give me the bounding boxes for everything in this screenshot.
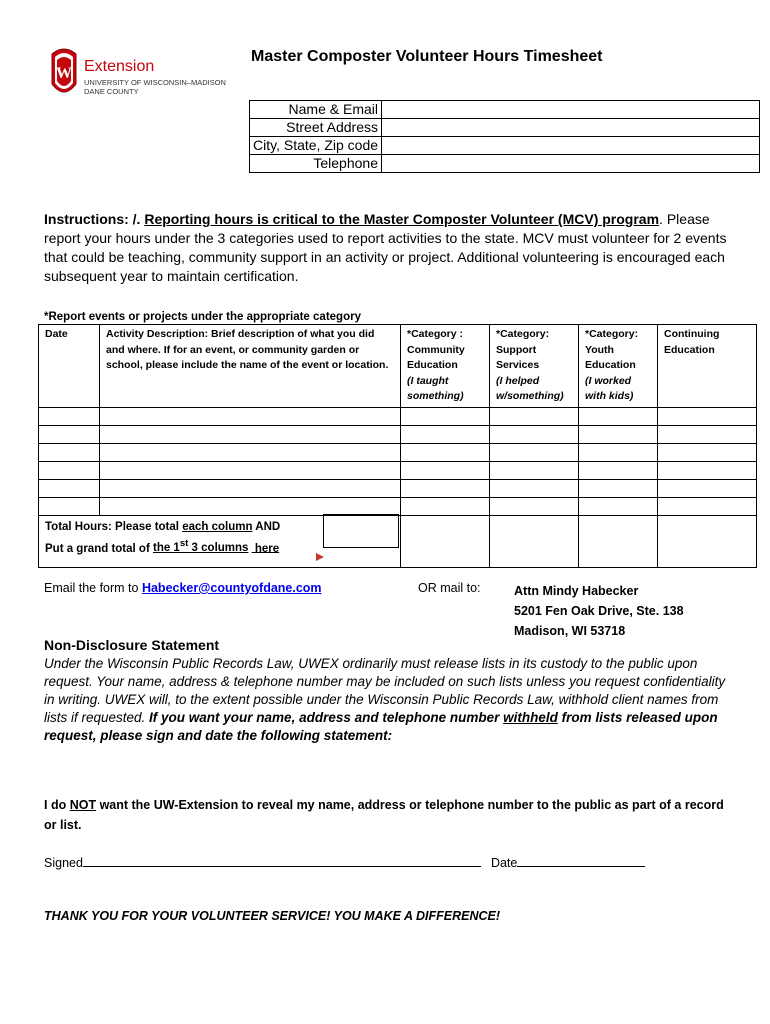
table-cell[interactable] bbox=[401, 461, 490, 479]
table-cell[interactable] bbox=[39, 461, 100, 479]
table-cell[interactable] bbox=[39, 497, 100, 515]
contact-info-table bbox=[249, 100, 760, 173]
table-cell[interactable] bbox=[39, 479, 100, 497]
header-youth-education bbox=[579, 325, 658, 408]
table-row bbox=[39, 407, 757, 425]
uw-crest-icon bbox=[48, 44, 80, 102]
table-row bbox=[39, 461, 757, 479]
field-label-telephone: Telephone bbox=[250, 155, 382, 173]
table-cell[interactable] bbox=[658, 461, 757, 479]
instructions-body: Please report your hours under the 3 categories used to report activities to the state. MCV must volunteer for 2 events that could be teaching, community support in an activity or project. Additional volunteering is encouraged each subsequent year to maintain certification. bbox=[44, 211, 727, 284]
total-line1-a: Total Hours: Please total bbox=[45, 520, 183, 533]
table-cell[interactable] bbox=[100, 443, 401, 461]
thank-you-message: THANK YOU FOR YOUR VOLUNTEER SERVICE! YOU MAKE A DIFFERENCE! bbox=[44, 909, 501, 923]
table-cell[interactable] bbox=[658, 407, 757, 425]
table-row bbox=[39, 443, 757, 461]
cat1-title: *Category : Community Education bbox=[407, 328, 465, 371]
table-cell[interactable] bbox=[579, 443, 658, 461]
cat2-note: (I helped w/something) bbox=[496, 374, 564, 402]
total-cat3-cell[interactable] bbox=[579, 515, 658, 567]
statement-a: I do bbox=[44, 798, 70, 812]
hours-table bbox=[38, 324, 757, 568]
table-cell[interactable] bbox=[401, 479, 490, 497]
instructions-lead: Instructions: /. bbox=[44, 211, 141, 227]
table-cell[interactable] bbox=[579, 407, 658, 425]
cat3-title: *Category: Youth Education bbox=[585, 328, 639, 371]
page-title: Master Composter Volunteer Hours Timesheet bbox=[251, 48, 603, 65]
address-line-1: Attn Mindy Habecker bbox=[514, 584, 639, 598]
logo-org-line: UNIVERSITY OF WISCONSIN–MADISON bbox=[84, 78, 226, 87]
total-line2-sup: st bbox=[179, 538, 189, 550]
table-cell[interactable] bbox=[100, 461, 401, 479]
svg-text:W: W bbox=[56, 65, 72, 82]
total-cont-cell[interactable] bbox=[658, 515, 757, 567]
total-line2-u3: here bbox=[251, 542, 280, 555]
table-cell[interactable] bbox=[658, 497, 757, 515]
table-cell[interactable] bbox=[401, 425, 490, 443]
table-cell[interactable] bbox=[658, 479, 757, 497]
total-line2-a: Put a grand total of bbox=[45, 542, 153, 555]
field-label-city: City, State, Zip code bbox=[250, 137, 382, 155]
table-cell[interactable] bbox=[490, 443, 579, 461]
header-date: Date bbox=[39, 325, 100, 408]
table-cell[interactable] bbox=[100, 407, 401, 425]
logo-county-line: DANE COUNTY bbox=[84, 87, 139, 96]
report-category-label: *Report events or projects under the appropriate category bbox=[44, 311, 361, 323]
table-cell[interactable] bbox=[490, 425, 579, 443]
nondisclosure-bold-a: If you want your name, address and telephone number bbox=[149, 710, 504, 725]
header-support-services bbox=[490, 325, 579, 408]
city-state-zip-field[interactable] bbox=[382, 137, 760, 155]
nondisclosure-bold-b: from lists released upon request, please sign and date the following statement: bbox=[44, 710, 718, 743]
logo-name: Extension bbox=[84, 58, 155, 75]
table-cell[interactable] bbox=[39, 425, 100, 443]
table-row bbox=[39, 497, 757, 515]
email-prefix: Email the form to bbox=[44, 581, 142, 595]
statement-not: NOT bbox=[69, 798, 97, 812]
confidentiality-statement bbox=[44, 795, 734, 835]
total-line2-u2: 3 columns bbox=[188, 542, 249, 555]
table-cell[interactable] bbox=[100, 497, 401, 515]
header-activity: Activity Description: Brief description of what you did and where. If for an event, or community garden or school, please include the name of the event or location. bbox=[100, 325, 401, 408]
cat3-note: (I worked with kids) bbox=[585, 374, 634, 402]
mailing-address bbox=[514, 581, 684, 641]
table-cell[interactable] bbox=[490, 479, 579, 497]
table-cell[interactable] bbox=[490, 497, 579, 515]
total-hours-cell bbox=[39, 515, 401, 567]
instructions bbox=[44, 210, 734, 286]
total-cat1-cell[interactable] bbox=[401, 515, 490, 567]
table-cell[interactable] bbox=[39, 407, 100, 425]
email-instruction bbox=[44, 581, 322, 595]
header-continuing-education: Continuing Education bbox=[658, 325, 757, 408]
table-cell[interactable] bbox=[658, 443, 757, 461]
table-cell[interactable] bbox=[658, 425, 757, 443]
nondisclosure-bold-u: withheld bbox=[503, 710, 558, 725]
table-cell[interactable] bbox=[100, 425, 401, 443]
table-cell[interactable] bbox=[579, 497, 658, 515]
statement-b: want the UW-Extension to reveal my name, address or telephone number to the public as part of a record or list. bbox=[44, 798, 724, 832]
table-cell[interactable] bbox=[401, 407, 490, 425]
total-line1-b: AND bbox=[252, 520, 281, 533]
instructions-critical: Reporting hours is critical to the Master Composter Volunteer (MCV) program bbox=[144, 211, 660, 227]
date-field[interactable] bbox=[517, 853, 645, 867]
field-label-street: Street Address bbox=[250, 119, 382, 137]
total-cat2-cell[interactable] bbox=[490, 515, 579, 567]
table-cell[interactable] bbox=[490, 407, 579, 425]
date-label: Date bbox=[490, 856, 518, 870]
total-line2-u1: the 1 bbox=[152, 542, 180, 555]
logo-org bbox=[84, 78, 226, 96]
email-link[interactable]: Habecker@countyofdane.com bbox=[141, 581, 322, 595]
or-mail-label: OR mail to: bbox=[418, 581, 481, 595]
table-cell[interactable] bbox=[490, 461, 579, 479]
field-label-name-email: Name & Email bbox=[250, 101, 382, 119]
signature-line bbox=[44, 853, 645, 870]
nondisclosure-title: Non-Disclosure Statement bbox=[44, 637, 220, 653]
table-cell[interactable] bbox=[579, 425, 658, 443]
address-line-2: 5201 Fen Oak Drive, Ste. 138 bbox=[514, 604, 684, 618]
header-community-education bbox=[401, 325, 490, 408]
table-row bbox=[39, 425, 757, 443]
table-row bbox=[39, 479, 757, 497]
nondisclosure-body bbox=[44, 655, 734, 745]
street-address-field[interactable] bbox=[382, 119, 760, 137]
cat1-note: (I taught something) bbox=[407, 374, 464, 402]
table-cell[interactable] bbox=[401, 497, 490, 515]
telephone-field[interactable] bbox=[382, 155, 760, 173]
signed-label: Signed bbox=[44, 856, 83, 870]
table-cell[interactable] bbox=[579, 479, 658, 497]
grand-total-box[interactable] bbox=[323, 514, 399, 548]
table-cell[interactable] bbox=[39, 443, 100, 461]
table-cell[interactable] bbox=[100, 479, 401, 497]
signature-field[interactable] bbox=[83, 853, 481, 867]
table-cell[interactable] bbox=[401, 443, 490, 461]
nondisclosure-text: Under the Wisconsin Public Records Law, UWEX ordinarily must release lists in its custody to the public upon request. Your name, address & telephone number may be included on such lists unless you request confidentiality in writing. UWEX will, to the extent possible under the Wisconsin Public Records Law, withhold client names from lists if requested. bbox=[44, 656, 726, 725]
table-cell[interactable] bbox=[579, 461, 658, 479]
address-line-3: Madison, WI 53718 bbox=[514, 624, 626, 638]
arrow-right-icon bbox=[316, 551, 326, 563]
total-line1-u: each column bbox=[182, 520, 253, 533]
instructions-period: . bbox=[659, 211, 663, 227]
name-email-field[interactable] bbox=[382, 101, 760, 119]
cat2-title: *Category: Support Services bbox=[496, 328, 550, 371]
